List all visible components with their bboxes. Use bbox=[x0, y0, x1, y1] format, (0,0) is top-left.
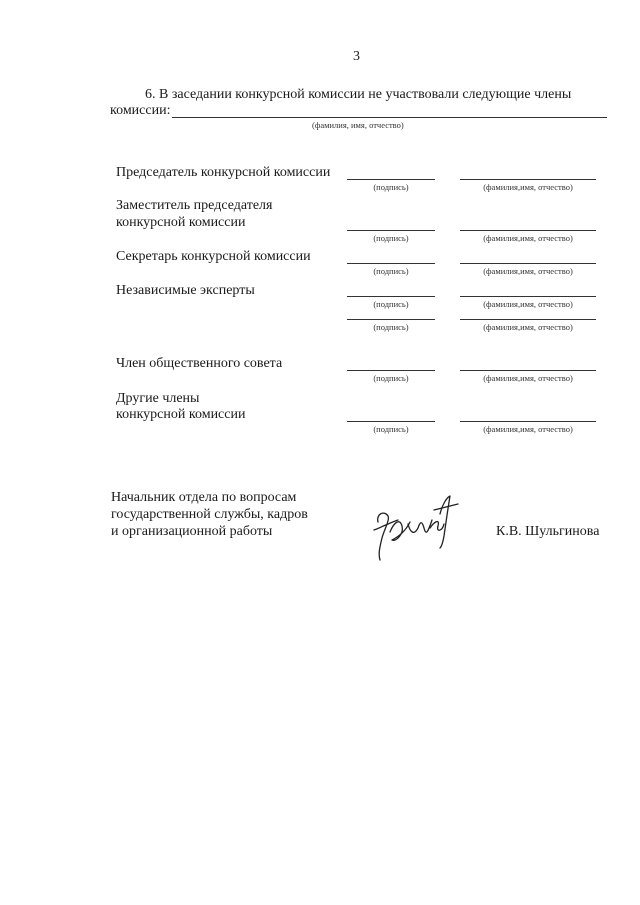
role-other-members-label-line2: конкурсной комиссии bbox=[116, 407, 246, 422]
other-members-signature-line bbox=[347, 421, 435, 422]
secretary-signature-caption: (подпись) bbox=[373, 266, 409, 276]
item6-text-line2: комиссии: bbox=[110, 103, 171, 118]
role-deputy-label-line1: Заместитель председателя bbox=[116, 198, 273, 213]
signatory-position-line2: государственной службы, кадров bbox=[111, 507, 308, 522]
experts-name-line-1 bbox=[460, 296, 596, 297]
council-signature-line bbox=[347, 370, 435, 371]
experts-name-caption-2: (фамилия,имя, отчество) bbox=[483, 322, 573, 332]
signatory-position-line3: и организационной работы bbox=[111, 524, 273, 539]
role-chairman-label: Председатель конкурсной комиссии bbox=[116, 165, 331, 180]
other-members-name-line bbox=[460, 421, 596, 422]
role-other-members-label-line1: Другие члены bbox=[116, 391, 200, 406]
secretary-name-caption: (фамилия,имя, отчество) bbox=[483, 266, 573, 276]
chairman-name-line bbox=[460, 179, 596, 180]
experts-name-caption-1: (фамилия,имя, отчество) bbox=[483, 299, 573, 309]
secretary-signature-line bbox=[347, 263, 435, 264]
item6-caption: (фамилия, имя, отчество) bbox=[312, 120, 404, 130]
page-number: 3 bbox=[353, 49, 360, 64]
deputy-signature-line bbox=[347, 230, 435, 231]
role-deputy-label-line2: конкурсной комиссии bbox=[116, 215, 246, 230]
role-council-member-label: Член общественного совета bbox=[116, 356, 283, 371]
experts-signature-line-2 bbox=[347, 319, 435, 320]
other-members-name-caption: (фамилия,имя, отчество) bbox=[483, 424, 573, 434]
experts-name-line-2 bbox=[460, 319, 596, 320]
chairman-signature-caption: (подпись) bbox=[373, 182, 409, 192]
experts-signature-caption-2: (подпись) bbox=[373, 322, 409, 332]
council-signature-caption: (подпись) bbox=[373, 373, 409, 383]
role-secretary-label: Секретарь конкурсной комиссии bbox=[116, 249, 311, 264]
experts-signature-line-1 bbox=[347, 296, 435, 297]
experts-signature-caption-1: (подпись) bbox=[373, 299, 409, 309]
council-name-caption: (фамилия,имя, отчество) bbox=[483, 373, 573, 383]
item6-text-line1: 6. В заседании конкурсной комиссии не участвовали следующие члены bbox=[145, 87, 572, 102]
signatory-position-line1: Начальник отдела по вопросам bbox=[111, 490, 297, 505]
deputy-signature-caption: (подпись) bbox=[373, 233, 409, 243]
signatory-name: К.В. Шульгинова bbox=[496, 524, 600, 539]
secretary-name-line bbox=[460, 263, 596, 264]
item6-blank-line bbox=[172, 117, 607, 118]
chairman-signature-line bbox=[347, 179, 435, 180]
other-members-signature-caption: (подпись) bbox=[373, 424, 409, 434]
council-name-line bbox=[460, 370, 596, 371]
deputy-name-caption: (фамилия,имя, отчество) bbox=[483, 233, 573, 243]
chairman-name-caption: (фамилия,имя, отчество) bbox=[483, 182, 573, 192]
role-experts-label: Независимые эксперты bbox=[116, 283, 255, 298]
deputy-name-line bbox=[460, 230, 596, 231]
handwritten-signature bbox=[370, 492, 462, 564]
